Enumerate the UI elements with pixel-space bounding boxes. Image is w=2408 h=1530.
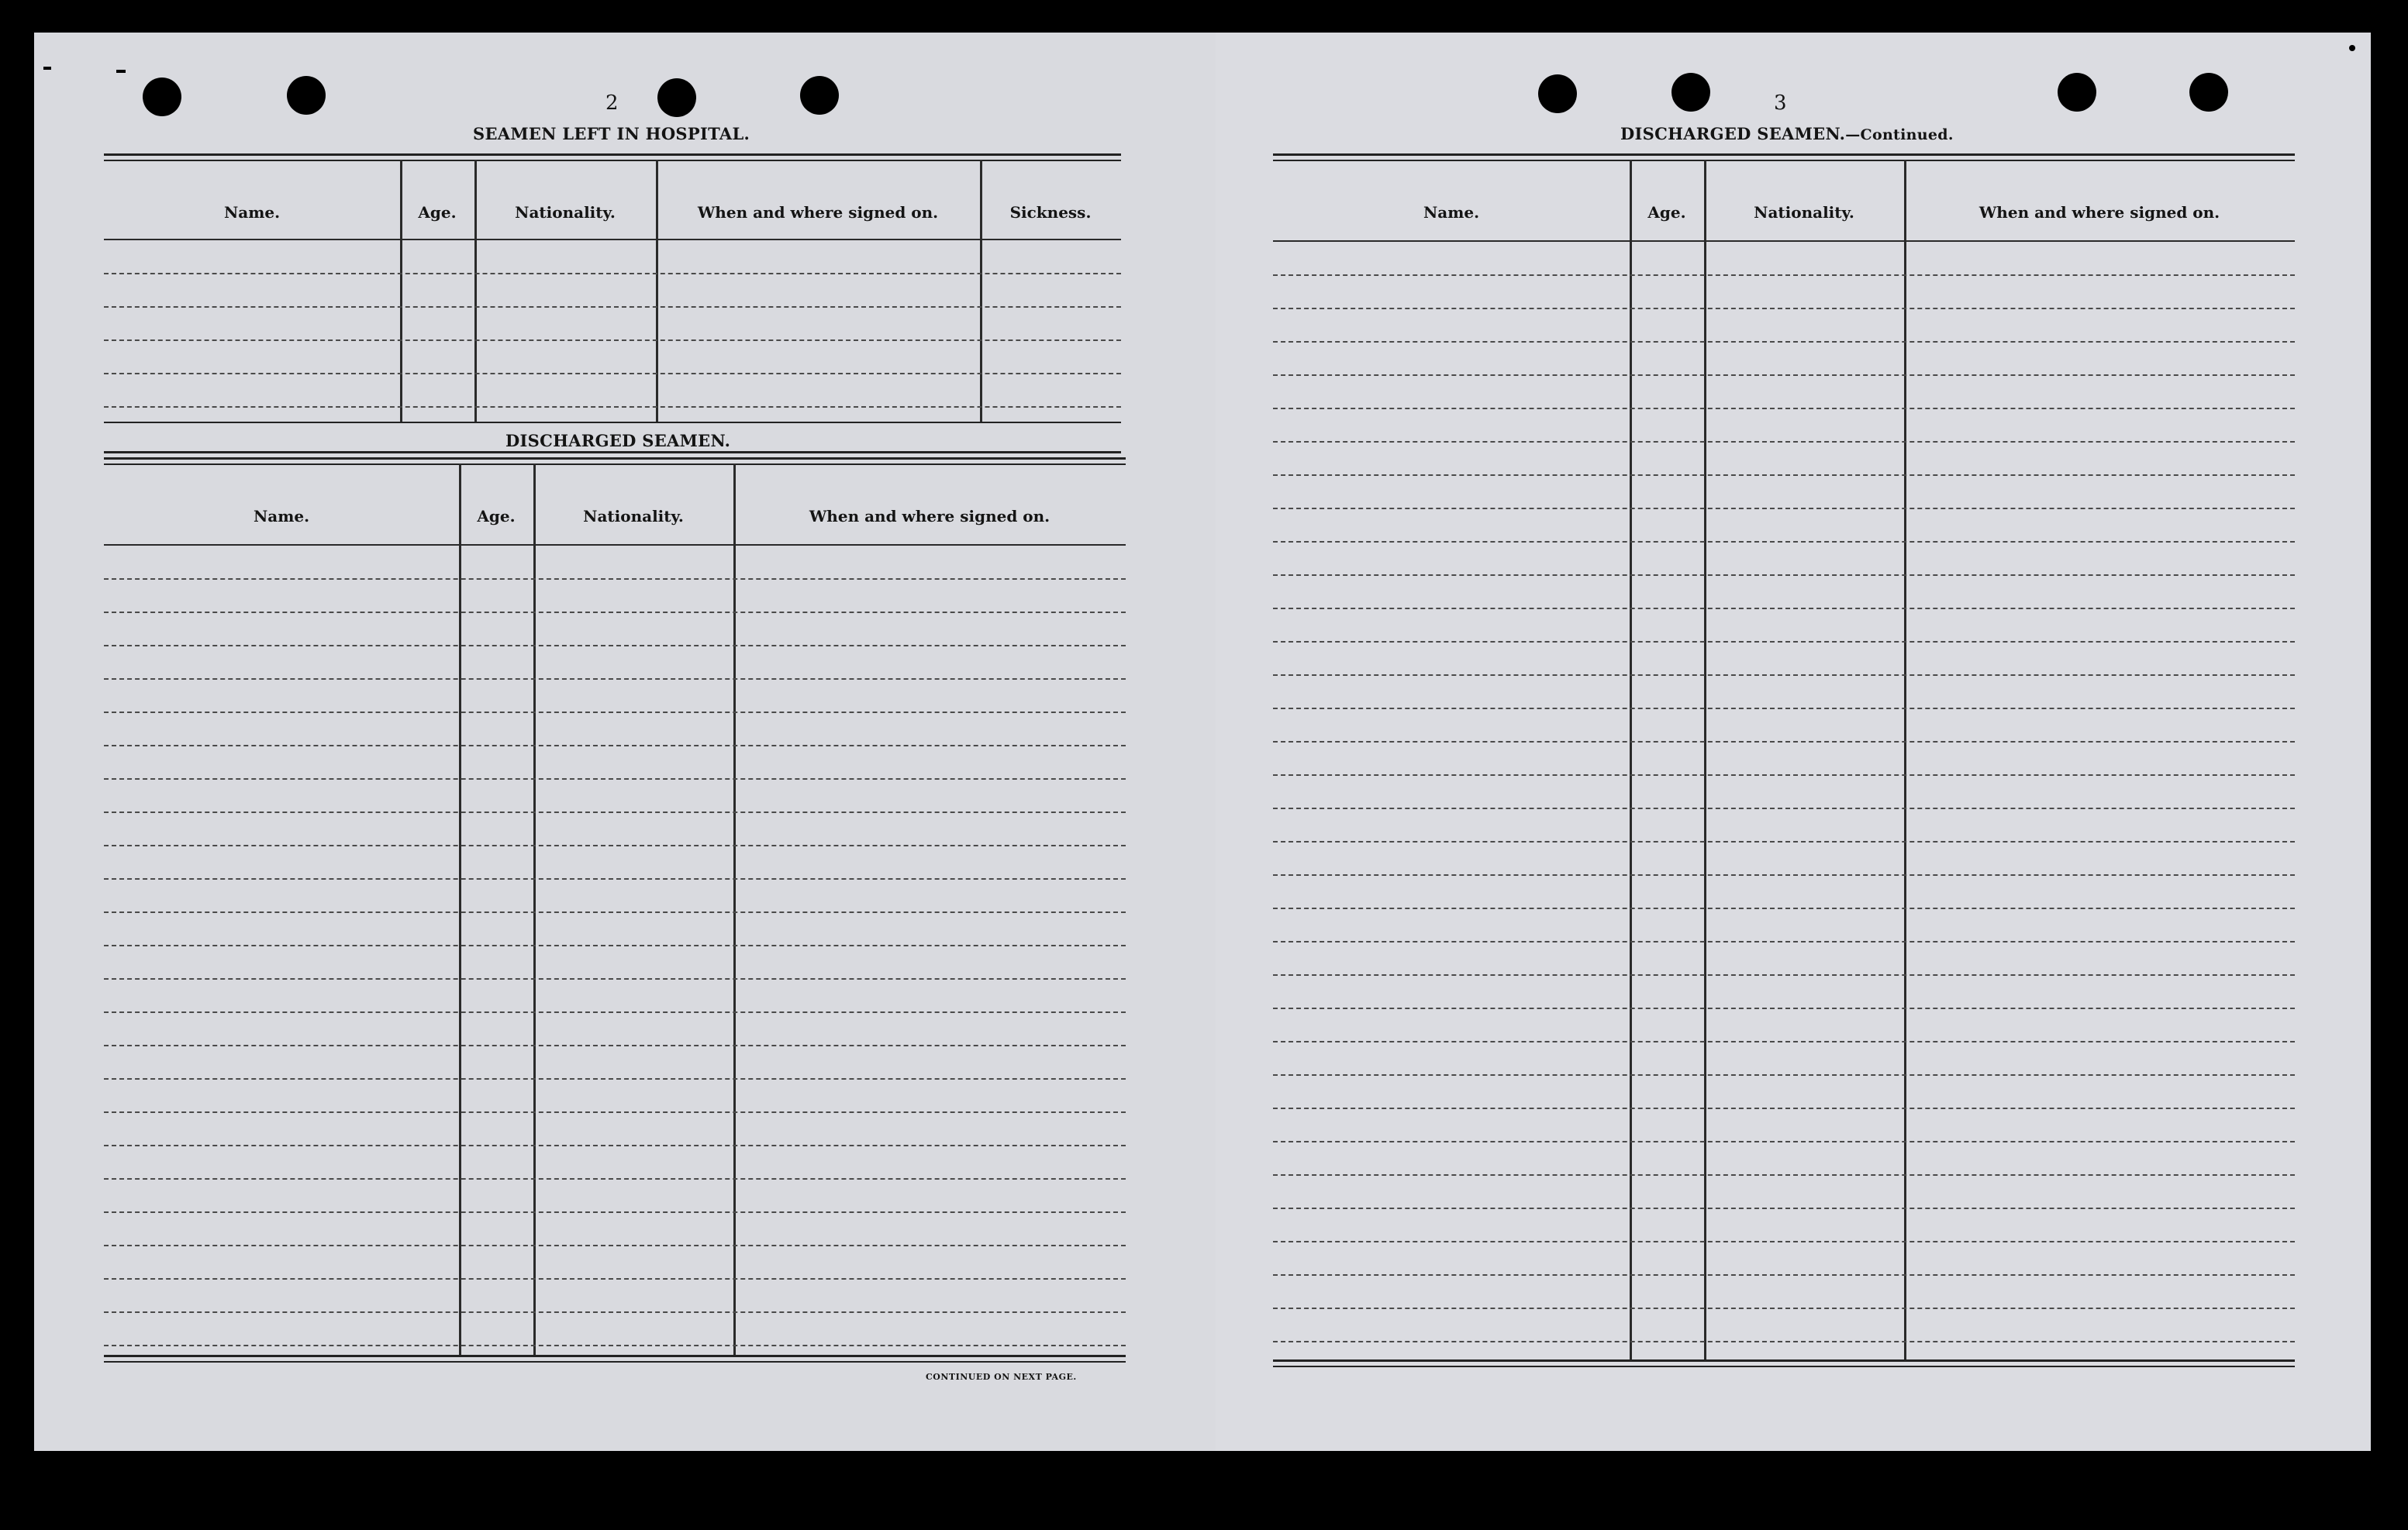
column-header-nationality: Nationality. [1754,203,1854,222]
punch-hole [1538,74,1577,113]
column-header-nationality: Nationality. [583,507,684,526]
discharged-section-title: DISCHARGED SEAMEN. [505,431,731,450]
punch-hole [2189,73,2228,112]
column-header-name: Name. [223,203,281,222]
continued-footer: CONTINUED ON NEXT PAGE. [926,1372,1077,1382]
column-header-when-where-signed-on: When and where signed on. [697,203,939,222]
title-suffix: —Continued. [1845,126,1954,143]
page-number: 3 [1774,91,1787,115]
discharged-continued-table [1273,153,2295,1409]
column-header-name: Name. [1423,203,1480,222]
column-header-sickness: Sickness. [1009,203,1092,222]
punch-hole [800,76,839,115]
column-header-age: Age. [477,507,516,526]
punch-hole [657,78,696,117]
column-header-age: Age. [418,203,457,222]
column-header-age: Age. [1647,203,1686,222]
punch-hole [287,76,326,115]
right-page [1216,33,2371,1451]
hospital-table [104,153,1121,456]
punch-hole [1671,73,1710,112]
scan-mark [43,67,51,70]
column-header-when-where-signed-on: When and where signed on. [1978,203,2220,222]
punch-hole [2058,73,2096,112]
column-header-when-where-signed-on: When and where signed on. [809,507,1050,526]
left-page [34,33,1228,1451]
column-header-name: Name. [253,507,310,526]
discharged-table [104,457,1126,1418]
scan-mark [2349,45,2355,51]
scan-mark [116,70,126,73]
page-number: 2 [605,91,619,115]
column-header-nationality: Nationality. [515,203,616,222]
punch-hole [143,78,181,116]
hospital-section-title: SEAMEN LEFT IN HOSPITAL. [473,124,750,143]
discharged-continued-title [1620,124,1954,143]
title-text: DISCHARGED SEAMEN. [1620,124,1846,143]
